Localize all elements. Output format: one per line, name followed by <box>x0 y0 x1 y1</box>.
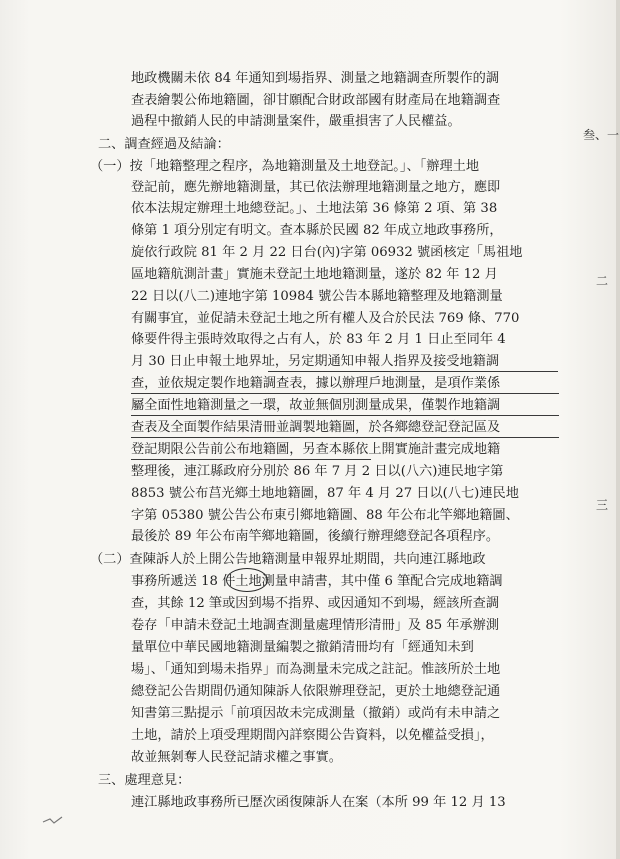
text-line: 字第 05380 號公告公布東引鄉地籍圖、88 年公布北竿鄉地籍圖、 <box>131 508 519 523</box>
text-line: 知書第三點提示「前項因故未完成測量（撤銷）或尚有未申請之 <box>131 706 501 721</box>
text-line: 總登記公告期間仍通知陳訴人依限辦理登記，更於土地總登記通 <box>131 684 501 699</box>
text-line: 查，其餘 12 筆或因到場不指界、或因通知不到場，經該所查調 <box>131 596 500 611</box>
text-line: 卷存「申請未登記土地調查測量處理情形清冊」及 85 年承辦測 <box>131 618 500 633</box>
text-line: 8853 號公布莒光鄉土地地籍圖，87 年 4 月 27 日以(八七)連民地 <box>131 486 519 501</box>
text-line: （一）按「地籍整理之程序，為地籍測量及土地登記。」、「辦理土地 <box>90 159 480 174</box>
text-line: 條第 1 項分別定有明文。查本縣於民國 82 年成立地政事務所， <box>131 223 503 238</box>
text-line: 有關事宜，並促請未登記土地之所有權人及合於民法 769 條、770 <box>131 311 520 326</box>
pencil-mark-icon <box>40 810 70 830</box>
text-line: 量單位中華民國地籍測量編製之撤銷清冊均有「經通知未到 <box>131 640 474 655</box>
text-line: 區地籍航測計畫」實施未登記土地地籍測量，遂於 82 年 12 月 <box>131 267 498 282</box>
text-line: 登記期限公告前公布地籍圖，另查本縣依上開實施計畫完成地籍 <box>131 442 501 457</box>
text-line: 登記前，應先辦地籍測量，其已依法辦理地籍測量之地方，應即 <box>131 180 501 195</box>
handwritten-underline <box>131 393 559 394</box>
handwritten-circle-mark <box>226 568 268 592</box>
handwritten-underline <box>131 459 371 460</box>
text-line: 月 30 日止申報土地界址，另定期通知申報人指界及接受地籍調 <box>131 354 500 369</box>
text-line: 查表繪製公佈地籍圖，卻甘願配合財政部國有財產局在地籍調查 <box>131 93 501 108</box>
text-line: 最後於 89 年公布南竿鄉地籍圖，後續行辦理總登記各項程序。 <box>131 529 500 544</box>
section-heading: 三、處理意見： <box>98 773 191 788</box>
handwritten-underline <box>268 371 558 372</box>
text-line: 條要件得主張時效取得之占有人，於 83 年 2 月 1 日止至同年 4 <box>131 332 506 347</box>
text-line: 旋依行政院 81 年 2 月 22 日台(內)字第 06932 號函核定「馬祖地 <box>131 245 523 260</box>
text-line: 依本法規定辦理土地總登記。」、土地法第 36 條第 2 項、第 38 <box>131 201 498 216</box>
text-line: 連江縣地政事務所已歷次函復陳訴人在案（本所 99 年 12 月 13 <box>131 795 506 810</box>
text-line: 地政機關未依 84 年通知到場指界、測量之地籍調查所製作的調 <box>131 71 500 86</box>
text-line: （二）查陳訴人於上開公告地籍測量申報界址期間，共向連江縣地政 <box>90 552 486 567</box>
text-line: 查，並依規定製作地籍調查表，據以辦理戶地測量，是項作業係 <box>131 376 501 391</box>
margin-note: 二 <box>596 274 609 288</box>
text-line: 場」、「通知到場未指界」而為測量未完成之註記。惟該所於土地 <box>131 662 501 677</box>
text-line: 故並無剝奪人民登記請求權之事實。 <box>131 750 342 765</box>
text-line: 整理後，連江縣政府分別於 86 年 7 月 2 日以(八六)連民地字第 <box>131 464 504 479</box>
text-line: 過程中撤銷人民的申請測量案件，嚴重損害了人民權益。 <box>131 114 461 129</box>
handwritten-underline <box>131 415 559 416</box>
text-line: 土地，請於上項受理期間內詳察閱公告資料，以免權益受損」， <box>131 728 494 743</box>
handwritten-underline <box>131 437 559 438</box>
margin-note: 叁、一 <box>583 128 620 142</box>
margin-note: 三 <box>596 498 609 512</box>
text-line: 事務所遞送 18 件土地測量申請書，其中僅 6 筆配合完成地籍調 <box>131 574 503 589</box>
section-heading: 二、調查經過及結論： <box>98 137 230 152</box>
text-line: 22 日以(八二)連地字第 10984 號公告本縣地籍整理及地籍測量 <box>131 289 503 304</box>
text-line: 屬全面性地籍測量之一環，故並無個別測量成果，僅製作地籍調 <box>131 398 501 413</box>
text-line: 查表及全面製作結果清冊並調製地籍圖，於各鄉總登記登記區及 <box>131 420 501 435</box>
